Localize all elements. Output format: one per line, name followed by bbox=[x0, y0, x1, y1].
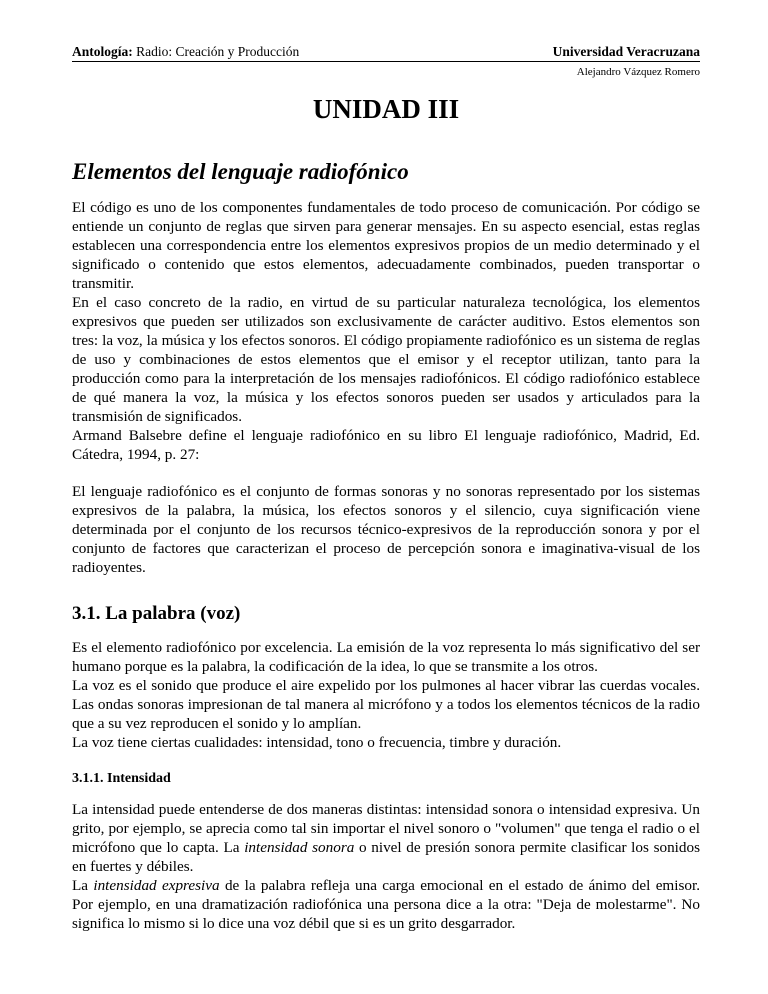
voice-paragraph-3: La voz tiene ciertas cualidades: intensidad, tono o frecuencia, timbre y duración. bbox=[72, 734, 562, 751]
intensity-text: La bbox=[72, 877, 94, 894]
intensity-text: La intensidad puede entenderse de dos maneras distintas: intensidad sonora o intensidad expresiva. Un grito, por ejemplo, se aprecia como tal sin importar el nivel sonoro o "volumen" que tenga el radio o el micrófono que lo capta. La bbox=[72, 801, 700, 856]
spacer bbox=[72, 464, 700, 482]
subsection-title-3-1: 3.1. La palabra (voz) bbox=[72, 603, 241, 624]
section-title: Elementos del lenguaje radiofónico bbox=[72, 159, 409, 184]
intensity-term-sonora: intensidad sonora bbox=[244, 839, 355, 856]
header-course bbox=[72, 44, 299, 60]
intro-paragraph-1: El código es uno de los componentes fundamentales de todo proceso de comunicación. Por código se entiende un conjunto de reglas que sirven para generar mensajes. En su aspecto esencial, estas reglas establecen una correspondencia entre los elementos expresivos propios de un medio determinado y el significado o contenido que estos elementos, adecuadamente combinados, pueden transportar o transmitir. bbox=[72, 199, 700, 292]
voice-paragraph-2: La voz es el sonido que produce el aire expelido por los pulmones al hacer vibrar las cuerdas vocales. Las ondas sonoras impresionan de tal manera al micrófono y a todos los elementos técnicos de la radio que a su vez reproducen el sonido y lo amplían. bbox=[72, 677, 700, 732]
unit-title: UNIDAD III bbox=[312, 94, 460, 124]
header-divider bbox=[72, 61, 700, 62]
header-university: Universidad Veracruzana bbox=[552, 44, 700, 59]
intro-paragraph-3: Armand Balsebre define el lenguaje radiofónico en su libro El lenguaje radiofónico, Madrid, Ed. Cátedra, 1994, p. 27: bbox=[72, 427, 700, 463]
header-course-label: Antología: bbox=[72, 44, 133, 59]
intro-paragraph-2: En el caso concreto de la radio, en virtud de su particular naturaleza tecnológica, los elementos expresivos que pueden ser utilizados son exclusivamente de carácter auditivo. Estos elementos son tres: la voz, la música y los efectos sonoros. El código propiamente radiofónico es un sistema de reglas de uso y combinaciones de estos elementos que el emisor y el receptor utilizan, tanto para la producción como para la interpretación de los mensajes radiofónicos. El código radiofónico establece de qué manera la voz, la música y los efectos sonoros pueden ser usados y articulados para la transmisión de significados. bbox=[72, 294, 700, 425]
intensity-text: de la palabra refleja una carga emocional en el estado de ánimo del emisor. Por ejemplo, en una dramatización radiofónica una persona dice a la otra: "Deja de molestarme". No significa lo mismo si lo dice una voz débil que si es un grito desgarrador. bbox=[72, 877, 700, 932]
voice-paragraph-1: Es el elemento radiofónico por excelencia. La emisión de la voz representa lo más significativo del ser humano porque es la palabra, la codificación de la idea, lo que se transmite a los otros. bbox=[72, 639, 700, 675]
header-author: Alejandro Vázquez Romero bbox=[576, 66, 700, 78]
header-course-name: Radio: Creación y Producción bbox=[132, 44, 300, 59]
subsection-title-3-1-1: 3.1.1. Intensidad bbox=[72, 771, 171, 786]
spacer bbox=[72, 577, 700, 602]
intro-quote: El lenguaje radiofónico es el conjunto de formas sonoras y no sonoras representado por los sistemas expresivos de la palabra, la música, los efectos sonoros y el silencio, cuya significación viene determinada por el conjunto de los recursos técnico-expresivos de la reproducción sonora y por el conjunto de factores que caracterizan el proceso de percepción sonora e imaginativa-visual de los radioyentes. bbox=[72, 483, 700, 576]
intensity-text: o nivel de presión sonora permite clasificar los sonidos en fuertes y débiles. bbox=[72, 839, 700, 875]
spacer bbox=[72, 752, 700, 770]
intensity-term-expresiva: intensidad expresiva bbox=[93, 877, 220, 894]
intensity-paragraph-1 bbox=[72, 800, 700, 876]
intensity-paragraph-2 bbox=[72, 876, 700, 933]
document-body bbox=[72, 158, 700, 933]
